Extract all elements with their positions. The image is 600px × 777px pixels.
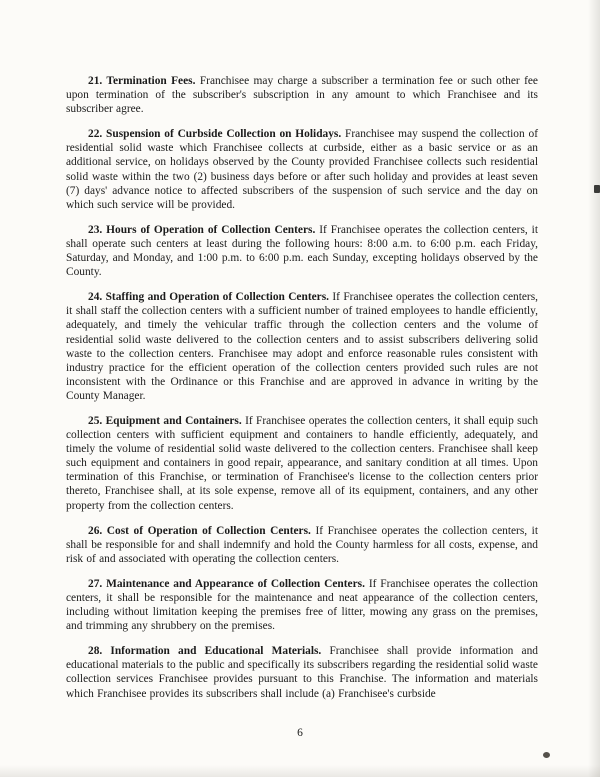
paragraph-25 [66, 414, 538, 513]
scan-edge-shadow-bottom [0, 765, 600, 777]
paragraph-21 [66, 74, 538, 116]
paragraph-body: Franchisee shall provide information and educational materials to the public and specifically its subscribers regarding the residential solid waste collection services Franchisee provides pursuant to this Franchise. The information and materials which Franchisee provides its subscribers shall include (a) Franchisee's curbside [66, 645, 538, 700]
scan-edge-shadow-right [588, 0, 600, 777]
paragraph-body: If Franchisee operates the collection centers, it shall be responsible for and shall indemnify and hold the County harmless for all costs, expense, and risk of and associated with operating the collection centers. [66, 524, 539, 565]
paragraph-body: If Franchisee operates the collection centers, it shall operate such centers at least during the following hours: 8:00 a.m. to 6:00 p.m. each Friday, Saturday, and Monday, and 1:00 p.m. to 6:00 p.m. each Sunday, excepting holidays observed by the County. [66, 223, 538, 279]
paragraph-heading: 22. Suspension of Curbside Collection on Holidays. [88, 128, 342, 141]
paragraph-body: If Franchisee operates the collection centers, it shall staff the collection centers with a sufficient number of trained employees to handle efficiently, adequately, and timely the vehicular traffic through the collection centers and the volume of residential solid waste delivered to the collection centers and to assist subscribers delivering solid waste to the collection centers. Franchisee may adopt and enforce reasonable rules consistent with industry practice for the efficient operation of the collection centers provided such rules are not inconsistent with the Ordinance or this Franchise and are approved in advance in writing by the County Manager. [66, 291, 539, 402]
paragraph-heading: 24. Staffing and Operation of Collection Centers. [88, 291, 330, 304]
paragraph-heading: 23. Hours of Operation of Collection Centers. [88, 223, 316, 236]
paragraph-heading: 26. Cost of Operation of Collection Centers. [88, 524, 311, 537]
paragraph-body: Franchisee may suspend the collection of residential solid waste which Franchisee collects at curbside, either as a basic service or as an additional service, on holidays observed by the County provided Franchisee collects such residential solid waste within the two (2) business days before or after such holiday and provides at least seven (7) days' advance notice to affected subscribers of the suspension of such service and the day on which such service will be provided. [66, 128, 538, 211]
paragraph-heading: 27. Maintenance and Appearance of Collection Centers. [88, 577, 365, 590]
paragraph-heading: 21. Termination Fees. [88, 75, 196, 87]
paragraph-heading: 28. Information and Educational Materials. [88, 645, 322, 658]
scan-artifact-bottom-speck [543, 752, 550, 758]
paragraph-body: If Franchisee operates the collection centers, it shall be responsible for the maintenance and neat appearance of the collection centers, including without limitation keeping the premises free of litter, mowing any grass on the premises, and trimming any shrubbery on the premises. [66, 577, 539, 633]
paragraph-26 [66, 524, 538, 566]
paragraph-23 [66, 223, 538, 279]
scan-artifact-right-dash [594, 185, 600, 193]
page-number: 6 [297, 727, 303, 739]
paragraph-body: If Franchisee operates the collection centers, it shall equip such collection centers with sufficient equipment and containers to handle efficiently, adequately, and timely the volume of residential solid waste delivered to the collection centers. Franchisee shall keep such equipment and containers in good repair, appearance, and sanitary condition at all times. Upon termination of this Franchise, or termination of Franchisee's license to the collection centers prior thereto, Franchisee shall, at its sole expense, remove all of its equipment, containers, and any other property from the collection centers. [66, 414, 539, 512]
paragraph-28 [66, 644, 538, 700]
paragraph-22 [66, 127, 538, 212]
paragraph-27 [66, 577, 538, 633]
paragraph-body: Franchisee may charge a subscriber a termination fee or such other fee upon termination of the subscriber's subscription in any amount to which Franchisee and its subscriber agree. [66, 75, 538, 116]
paragraph-heading: 25. Equipment and Containers. [88, 414, 242, 427]
paragraph-24 [66, 290, 538, 403]
